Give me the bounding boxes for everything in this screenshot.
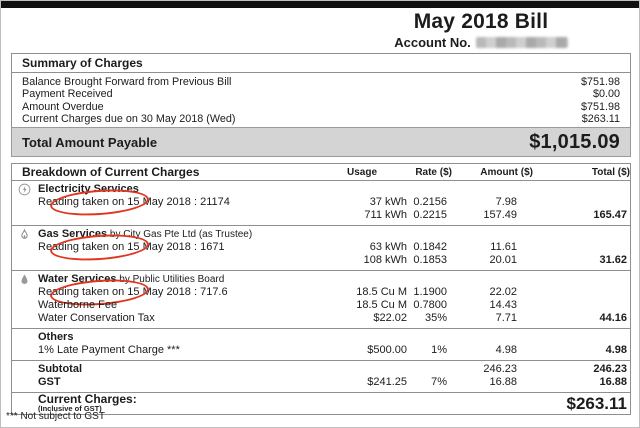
- row-label-pre: Reading: [38, 196, 83, 208]
- total-payable-amount: $1,015.09: [529, 130, 620, 153]
- rate-cell: [407, 331, 447, 344]
- column-header-amount: Amount ($): [480, 166, 533, 178]
- section-name-cell: [12, 228, 307, 241]
- total-cell: [517, 286, 630, 299]
- summary-row: [12, 76, 630, 88]
- current-charges-amount: $263.11: [566, 393, 627, 413]
- account-number-label: Account No.: [394, 35, 471, 50]
- account-number-line: [331, 35, 631, 50]
- droplet-icon: [18, 273, 31, 286]
- section-name: Water Services: [38, 273, 117, 285]
- red-circle-annotation: taken on 15: [82, 286, 140, 298]
- table-row: [12, 286, 630, 299]
- total-cell: 16.88: [599, 376, 627, 388]
- table-row: [12, 344, 630, 357]
- usage-cell: 18.5 Cu M: [356, 286, 407, 298]
- rate-cell: 1.1900: [413, 286, 447, 298]
- table-row: [12, 241, 630, 254]
- totals-row: [12, 363, 630, 376]
- total-cell: 44.16: [599, 312, 627, 324]
- section-name: Electricity Services: [38, 183, 139, 195]
- amount-cell: 11.61: [490, 241, 517, 253]
- lightning-icon: [18, 183, 31, 196]
- total-cell: 165.47: [593, 209, 627, 221]
- service-section: [12, 270, 630, 328]
- amount-cell: 7.98: [495, 196, 517, 208]
- summary-title: Summary of Charges: [12, 54, 630, 73]
- summary-row-label: Payment Received: [22, 88, 113, 101]
- row-label-post: May 2018 : 717.6: [139, 286, 228, 298]
- account-number-redacted: [476, 37, 568, 48]
- breakdown-header-row: [12, 164, 630, 181]
- total-cell: 4.98: [605, 344, 627, 356]
- section-title-row: [12, 183, 630, 196]
- service-section: [12, 181, 630, 225]
- summary-row: [12, 88, 630, 100]
- row-label: [12, 209, 307, 222]
- row-label: [12, 241, 307, 254]
- summary-of-charges-box: [11, 53, 631, 131]
- usage-cell: [307, 363, 407, 376]
- section-name-cell: [12, 183, 307, 196]
- totals-block: [12, 360, 630, 392]
- row-label: [12, 312, 307, 325]
- top-black-bar: [1, 1, 640, 8]
- row-label: [12, 299, 307, 312]
- rate-cell: 1%: [431, 344, 447, 356]
- breakdown-box: [11, 163, 631, 415]
- totals-label: GST: [38, 376, 61, 388]
- usage-cell: 63 kWh: [369, 241, 407, 253]
- rate-cell: 35%: [424, 312, 447, 324]
- table-row: [12, 196, 630, 209]
- table-row: [12, 312, 630, 325]
- section-title-row: [12, 228, 630, 241]
- amount-cell: [447, 273, 517, 286]
- section-provider: by City Gas Pte Ltd (as Trustee): [107, 229, 253, 240]
- summary-row: [12, 113, 630, 125]
- amount-cell: [447, 331, 517, 344]
- bill-header: [331, 10, 631, 50]
- amount-cell: 7.71: [495, 312, 517, 324]
- table-row: [12, 254, 630, 267]
- summary-row-amount: $751.98: [580, 100, 620, 113]
- usage-cell: [307, 228, 407, 241]
- totals-label: Subtotal: [38, 363, 82, 375]
- bill-title: May 2018 Bill: [413, 10, 549, 33]
- flame-icon: [18, 228, 31, 241]
- service-section: [12, 225, 630, 270]
- summary-row-amount: $263.11: [581, 113, 620, 126]
- column-header-usage: Usage: [346, 166, 377, 178]
- total-cell: [517, 241, 630, 254]
- current-charges-label: [12, 391, 307, 413]
- row-label-pre: Reading: [38, 241, 83, 253]
- rate-cell: 0.1842: [413, 241, 447, 253]
- total-cell: [517, 228, 630, 241]
- total-cell: 246.23: [593, 363, 627, 375]
- row-label: [12, 286, 307, 299]
- rate-cell: 0.2156: [413, 196, 447, 208]
- total-cell: [517, 273, 630, 286]
- current-charges-name: Current Charges:: [38, 391, 137, 406]
- service-section: [12, 328, 630, 360]
- gst-footnote: *** Not subject to GST: [6, 411, 105, 422]
- rate-cell: [407, 228, 447, 241]
- breakdown-title: Breakdown of Current Charges: [22, 165, 200, 179]
- rate-cell: 0.7800: [413, 299, 447, 311]
- column-header-rate: Rate ($): [415, 166, 452, 178]
- row-label-post: May 2018 : 21174: [139, 196, 230, 208]
- usage-cell: 18.5 Cu M: [356, 299, 407, 311]
- breakdown-body: [12, 181, 630, 414]
- amount-cell: 14.43: [489, 299, 517, 311]
- total-cell: 31.62: [599, 254, 627, 266]
- total-payable-label: Total Amount Payable: [22, 134, 158, 150]
- total-cell: [517, 331, 630, 344]
- summary-row-label: Amount Overdue: [22, 100, 104, 113]
- table-row: [12, 299, 630, 312]
- row-label: [12, 344, 307, 357]
- amount-cell: 22.02: [489, 286, 517, 298]
- usage-cell: 108 kWh: [363, 254, 407, 266]
- section-name-cell: [12, 331, 307, 344]
- row-label-pre: 1% Late Payment Charge ***: [38, 344, 180, 356]
- row-label-post: May 2018 : 1671: [139, 241, 225, 253]
- amount-cell: [447, 183, 517, 196]
- row-label: [12, 196, 307, 209]
- summary-row-label: Current Charges due on 30 May 2018 (Wed): [22, 113, 236, 126]
- amount-cell: 4.98: [495, 344, 517, 356]
- amount-cell: 246.23: [483, 363, 517, 375]
- rate-cell: 0.1853: [413, 254, 447, 266]
- usage-cell: 711 kWh: [364, 209, 407, 221]
- rate-cell: [407, 273, 447, 286]
- total-cell: [517, 196, 630, 209]
- row-label: [12, 254, 307, 267]
- rate-cell: 0.2215: [413, 209, 447, 221]
- summary-row-amount: $751.98: [580, 76, 620, 88]
- section-title-row: [12, 273, 630, 286]
- row-label-pre: Reading: [38, 286, 83, 298]
- section-name: Others: [38, 331, 74, 343]
- usage-cell: [307, 331, 407, 344]
- row-label-pre: Water Conservation Tax: [38, 312, 155, 324]
- usage-cell: $22.02: [373, 312, 407, 324]
- section-name-cell: [12, 273, 307, 286]
- red-circle-annotation: taken on 15: [82, 241, 140, 253]
- amount-cell: [447, 228, 517, 241]
- section-title-row: [12, 331, 630, 344]
- usage-cell: $241.25: [367, 376, 407, 388]
- usage-cell: [307, 183, 407, 196]
- rate-cell: [407, 183, 447, 196]
- total-amount-payable-band: [11, 127, 631, 157]
- summary-row-amount: $0.00: [592, 88, 620, 101]
- summary-row: [12, 101, 630, 113]
- usage-cell: 37 kWh: [369, 196, 407, 208]
- usage-cell: [307, 273, 407, 286]
- section-provider: by Public Utilities Board: [116, 274, 225, 285]
- red-circle-annotation: taken on 15: [82, 196, 140, 208]
- summary-row-label: Balance Brought Forward from Previous Bill: [22, 76, 232, 88]
- table-row: [12, 209, 630, 222]
- totals-row: [12, 376, 630, 389]
- current-charges-note: (Inclusive of GST): [38, 403, 102, 413]
- amount-cell: 20.01: [489, 254, 517, 266]
- amount-cell: 157.49: [483, 209, 517, 221]
- total-cell: [517, 299, 630, 312]
- summary-rows: [12, 73, 630, 130]
- row-label-pre: Waterborne Fee: [38, 299, 118, 311]
- column-header-total: Total ($): [591, 166, 630, 178]
- total-cell: [517, 183, 630, 196]
- amount-cell: 16.88: [489, 376, 517, 388]
- rate-cell: 7%: [431, 376, 447, 388]
- usage-cell: $500.00: [367, 344, 407, 356]
- section-name: Gas Services: [38, 228, 108, 240]
- rate-cell: [407, 363, 447, 376]
